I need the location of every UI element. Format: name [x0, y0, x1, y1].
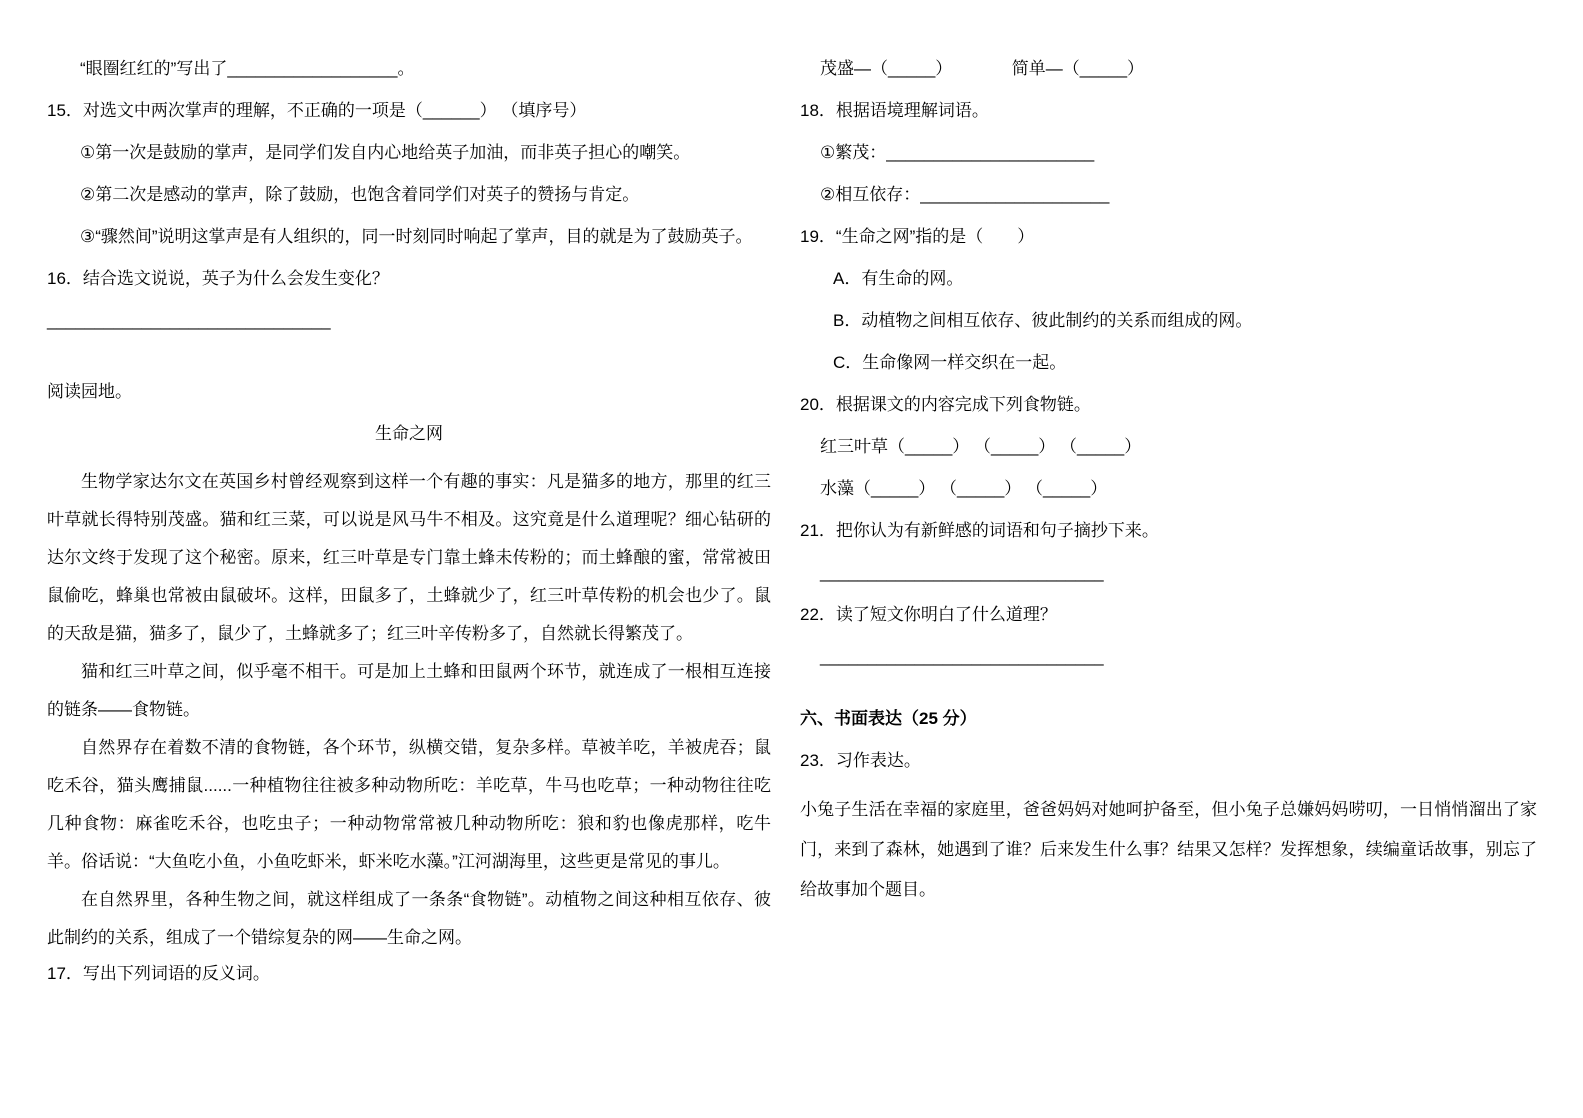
section-6-heading: 六、书面表达（25 分）	[800, 709, 977, 728]
question-22: 22．读了短文你明白了什么道理？	[800, 605, 1057, 624]
question-17: 17．写出下列词语的反义词。	[47, 964, 270, 983]
question-15-option-1: ①第一次是鼓励的掌声，是同学们发自内心地给英子加油，而非英子担心的嘲笑。	[80, 143, 691, 162]
left-column	[47, 56, 771, 1003]
question-21: 21．把你认为有新鲜感的词语和句子摘抄下来。	[800, 521, 1159, 540]
question-17-antonym-pairs: 茂盛—（_____） 简单—（_____）	[820, 59, 1145, 78]
question-16: 16．结合选文说说，英子为什么会发生变化？	[47, 269, 389, 288]
question-18: 18．根据语境理解词语。	[800, 101, 989, 120]
right-column	[800, 56, 1537, 910]
question-22-answer-blank: ______________________________	[820, 647, 1104, 666]
question-18-item-2: ②相互依存：____________________	[820, 185, 1110, 204]
passage-paragraph-4: 在自然界里，各种生物之间，就这样组成了一条条“食物链”。动植物之间这种相互依存、彼此制约的关系，组成了一个错综复杂的网——生命之网。	[47, 890, 771, 947]
question-19-option-c: C．生命像网一样交织在一起。	[833, 353, 1067, 372]
question-15-option-2: ②第二次是感动的掌声，除了鼓励，也饱含着同学们对英子的赞扬与肯定。	[80, 185, 640, 204]
question-20-food-chain-1: 红三叶草（_____） （_____） （_____）	[820, 437, 1142, 456]
fill-blank-line: “眼圈红红的”写出了__________________。	[80, 59, 415, 78]
question-16-answer-blank: ______________________________	[47, 311, 331, 330]
reading-garden-heading: 阅读园地。	[47, 382, 132, 401]
passage-paragraph-2: 猫和红三叶草之间，似乎毫不相干。可是加上土蜂和田鼠两个环节，就连成了一根相互连接的链条——食物链。	[47, 662, 771, 719]
question-20: 20．根据课文的内容完成下列食物链。	[800, 395, 1091, 414]
question-19-option-b: B．动植物之间相互依存、彼此制约的关系而组成的网。	[833, 311, 1253, 330]
question-15: 15．对选文中两次掌声的理解，不正确的一项是（______） （填序号）	[47, 101, 587, 120]
question-19: 19．“生命之网”指的是（ ）	[800, 227, 1035, 246]
question-19-option-a: A．有生命的网。	[833, 269, 964, 288]
passage-title: 生命之网	[375, 424, 443, 443]
passage-paragraph-1: 生物学家达尔文在英国乡村曾经观察到这样一个有趣的事实：凡是猫多的地方，那里的红三叶草就长得特别茂盛。猫和红三菜，可以说是风马牛不相及。这究竟是什么道理呢？细心钻研的达尔文终于发现了这个秘密。原来，红三叶草是专门靠土蜂未传粉的；而土蜂酿的蜜，常常被田鼠偷吃，蜂巢也常被由鼠破坏。这样，田鼠多了，土蜂就少了，红三叶草传粉的机会也少了。鼠的天敌是猫，猫多了，鼠少了，土蜂就多了；红三叶辛传粉多了，自然就长得繁茂了。	[47, 472, 771, 643]
question-18-item-1: ①繁茂：______________________	[820, 143, 1095, 162]
question-21-answer-blank: ______________________________	[820, 563, 1104, 582]
question-23: 23．习作表达。	[800, 751, 921, 770]
question-15-option-3: ③“骤然间”说明这掌声是有人组织的，同一时刻同时响起了掌声，目的就是为了鼓励英子。	[80, 227, 753, 246]
question-20-food-chain-2: 水藻（_____） （_____） （_____）	[820, 479, 1108, 498]
question-23-prompt: 小兔子生活在幸福的家庭里，爸爸妈妈对她呵护备至，但小兔子总嫌妈妈唠叨，一日悄悄溜出了家门，来到了森林，她遇到了谁？后来发生什么事？结果又怎样？发挥想象，续编童话故事，别忘了给故事加个题目。	[800, 800, 1537, 899]
passage-paragraph-3: 自然界存在着数不清的食物链，各个环节，纵横交错，复杂多样。草被羊吃，羊被虎吞；鼠吃禾谷，猫头鹰捕鼠......一种植物往往被多种动物所吃：羊吃草，牛马也吃草；一种动物往往吃几种食物：麻雀吃禾谷，也吃虫子；一种动物常常被几种动物所吃：狼和豹也像虎那样，吃牛羊。俗话说：“大鱼吃小鱼，小鱼吃虾米，虾米吃水藻。”江河湖海里，这些更是常见的事儿。	[47, 738, 771, 871]
